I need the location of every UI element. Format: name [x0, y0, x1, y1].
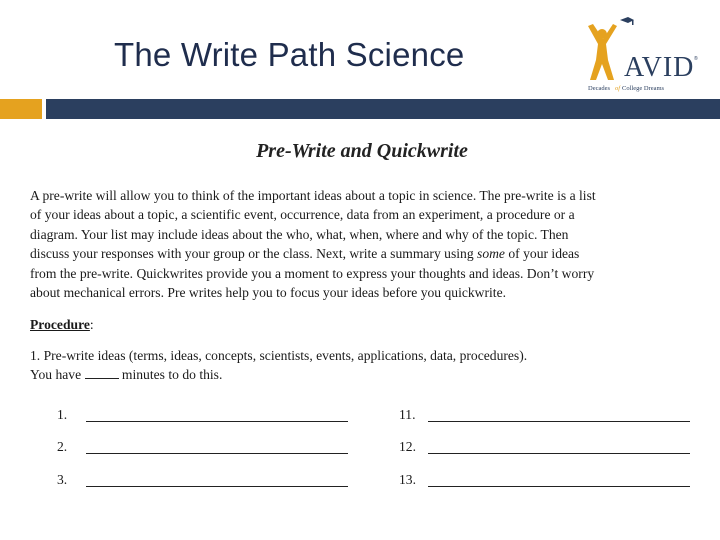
list-item	[57, 472, 349, 494]
procedure-heading	[30, 317, 94, 333]
procedure-colon: :	[89, 317, 94, 332]
list-number: 1.	[57, 407, 68, 422]
intro-paragraph	[30, 186, 694, 302]
procedure-label: Procedure	[30, 317, 90, 332]
procedure-step-1	[30, 346, 690, 384]
list-item	[399, 407, 691, 429]
list-number: 12.	[399, 439, 416, 454]
list-number: 11.	[399, 407, 416, 422]
svg-text:College Dreams: College Dreams	[622, 85, 665, 92]
step-line: 1. Pre-write ideas (terms, ideas, concepts, scientists, events, applications, data, procedures).	[30, 348, 528, 363]
answer-line	[428, 421, 690, 422]
svg-text:AVID: AVID	[624, 52, 695, 83]
accent-bar	[0, 99, 42, 119]
answer-line	[86, 486, 348, 487]
list-number: 13.	[399, 472, 416, 487]
answer-line	[428, 453, 690, 454]
answer-line	[86, 453, 348, 454]
list-item	[57, 407, 349, 429]
slide-title: The Write Path Science	[114, 36, 465, 73]
list-item	[57, 439, 349, 461]
intro-line	[30, 244, 694, 263]
svg-text:Decades: Decades	[588, 85, 611, 92]
list-number: 3.	[57, 472, 68, 487]
list-number: 2.	[57, 439, 68, 454]
document-title: Pre-Write and Quickwrite	[256, 140, 468, 162]
intro-text: discuss your responses with your group or the class. Next, write a summary using	[30, 246, 474, 262]
header-rule-bar	[46, 99, 720, 119]
minutes-blank	[85, 367, 119, 379]
step-line	[30, 365, 690, 384]
intro-line: A pre-write will allow you to think of the important ideas about a topic in science. The pre-write is a list	[30, 188, 596, 203]
intro-emphasis: some	[477, 246, 505, 262]
answer-line	[428, 486, 690, 487]
intro-line: diagram. Your list may include ideas about the who, what, when, where and why of the topic. Then	[30, 226, 569, 242]
intro-line: about mechanical errors. Pre writes help you to focus your ideas before you quickwrite.	[30, 285, 507, 301]
step-text: You have	[30, 367, 85, 382]
step-text: minutes to do this.	[118, 367, 223, 382]
list-item	[399, 439, 691, 461]
svg-text:®: ®	[694, 56, 698, 62]
answer-line	[86, 421, 348, 422]
svg-text:of: of	[615, 85, 621, 92]
intro-line: from the pre-write. Quickwrites provide you a moment to express your thoughts and ideas. Don’t worry	[30, 265, 595, 281]
list-item	[399, 472, 691, 494]
avid-logo	[584, 14, 704, 94]
intro-line: of your ideas about a topic, a scientific event, occurrence, data from an experiment, a procedure or a	[30, 207, 575, 223]
avid-figure-icon	[584, 14, 704, 94]
intro-text: of your ideas	[504, 246, 580, 262]
